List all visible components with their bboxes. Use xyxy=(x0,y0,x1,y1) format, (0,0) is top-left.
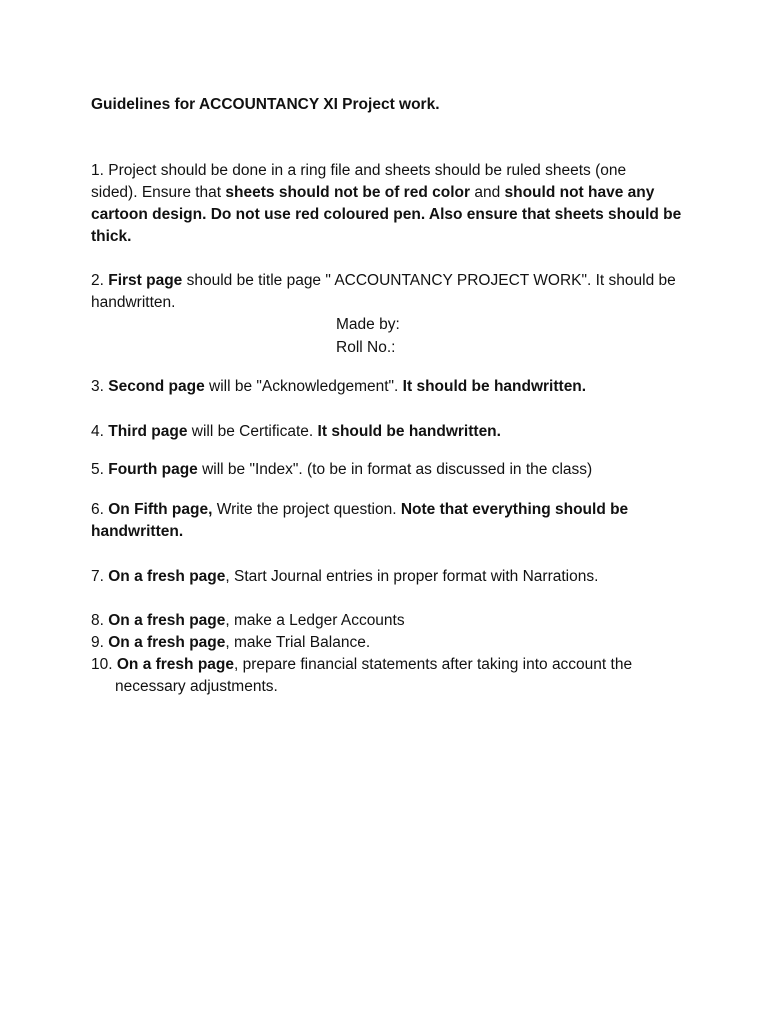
item-3-line xyxy=(91,376,586,398)
item-7-line xyxy=(91,566,598,588)
item-6-line-2 xyxy=(91,521,183,543)
roll-no-label: Roll No.: xyxy=(336,339,396,356)
item-6-line-1 xyxy=(91,499,628,521)
item-2-line-1 xyxy=(91,270,676,292)
item-6-bold: Note that everything should be xyxy=(400,501,629,518)
item-number: 8. xyxy=(91,612,109,629)
item-3-bold: It should be handwritten. xyxy=(402,378,587,395)
item-2-line-2: handwritten. xyxy=(91,294,176,311)
item-1-bold: sheets should not be of red color xyxy=(225,184,471,201)
item-9-bold: On a fresh page xyxy=(108,634,226,651)
item-3-bold: Second page xyxy=(108,378,205,395)
item-4-line xyxy=(91,421,501,443)
item-10-bold: On a fresh page xyxy=(116,656,235,673)
item-3-text: will be "Acknowledgement". xyxy=(204,378,403,395)
item-6-text: Write the project question. xyxy=(212,501,401,518)
item-8-line xyxy=(91,610,405,632)
item-number: 5. xyxy=(91,461,109,478)
item-8-text: , make a Ledger Accounts xyxy=(225,612,405,629)
item-1-line-4 xyxy=(91,226,131,248)
item-number: 2. xyxy=(91,272,109,289)
item-1-bold: cartoon design. Do not use red coloured pen. Also ensure that sheets should be xyxy=(91,206,682,223)
item-1-text: sided). Ensure that xyxy=(91,184,226,201)
item-number: 10. xyxy=(91,656,117,673)
item-5-line xyxy=(91,459,592,481)
item-7-bold: On a fresh page xyxy=(108,568,226,585)
item-4-bold: It should be handwritten. xyxy=(317,423,501,440)
item-number: 9. xyxy=(91,634,109,651)
item-1-line-2 xyxy=(91,182,654,204)
item-4-text: will be Certificate. xyxy=(187,423,318,440)
item-10-line-1 xyxy=(91,654,632,676)
item-7-text: , Start Journal entries in proper format with Narrations. xyxy=(225,568,599,585)
item-6-bold: handwritten. xyxy=(91,523,184,540)
item-10-text: , prepare financial statements after taking into account the xyxy=(234,656,633,673)
item-10-line-2: necessary adjustments. xyxy=(115,678,278,695)
item-number: 7. xyxy=(91,568,109,585)
item-9-line xyxy=(91,632,370,654)
document-title: Guidelines for ACCOUNTANCY XI Project work. xyxy=(91,96,440,113)
item-number: 4. xyxy=(91,423,109,440)
item-4-bold: Third page xyxy=(108,423,188,440)
item-1-line-3 xyxy=(91,204,681,226)
item-number: 6. xyxy=(91,501,109,518)
item-number: 3. xyxy=(91,378,109,395)
made-by-label: Made by: xyxy=(336,316,400,333)
item-1-bold: thick. xyxy=(91,228,132,245)
item-1-line-1: 1. Project should be done in a ring file and sheets should be ruled sheets (one xyxy=(91,162,627,179)
item-5-text: will be "Index". (to be in format as discussed in the class) xyxy=(197,461,593,478)
item-1-text: and xyxy=(470,184,505,201)
item-9-text: , make Trial Balance. xyxy=(225,634,371,651)
item-8-bold: On a fresh page xyxy=(108,612,226,629)
item-6-bold: On Fifth page, xyxy=(108,501,213,518)
item-2-text: should be title page " ACCOUNTANCY PROJECT WORK". It should be xyxy=(182,272,676,289)
item-1-bold: should not have any xyxy=(504,184,655,201)
item-5-bold: Fourth page xyxy=(108,461,198,478)
item-2-bold: First page xyxy=(108,272,183,289)
